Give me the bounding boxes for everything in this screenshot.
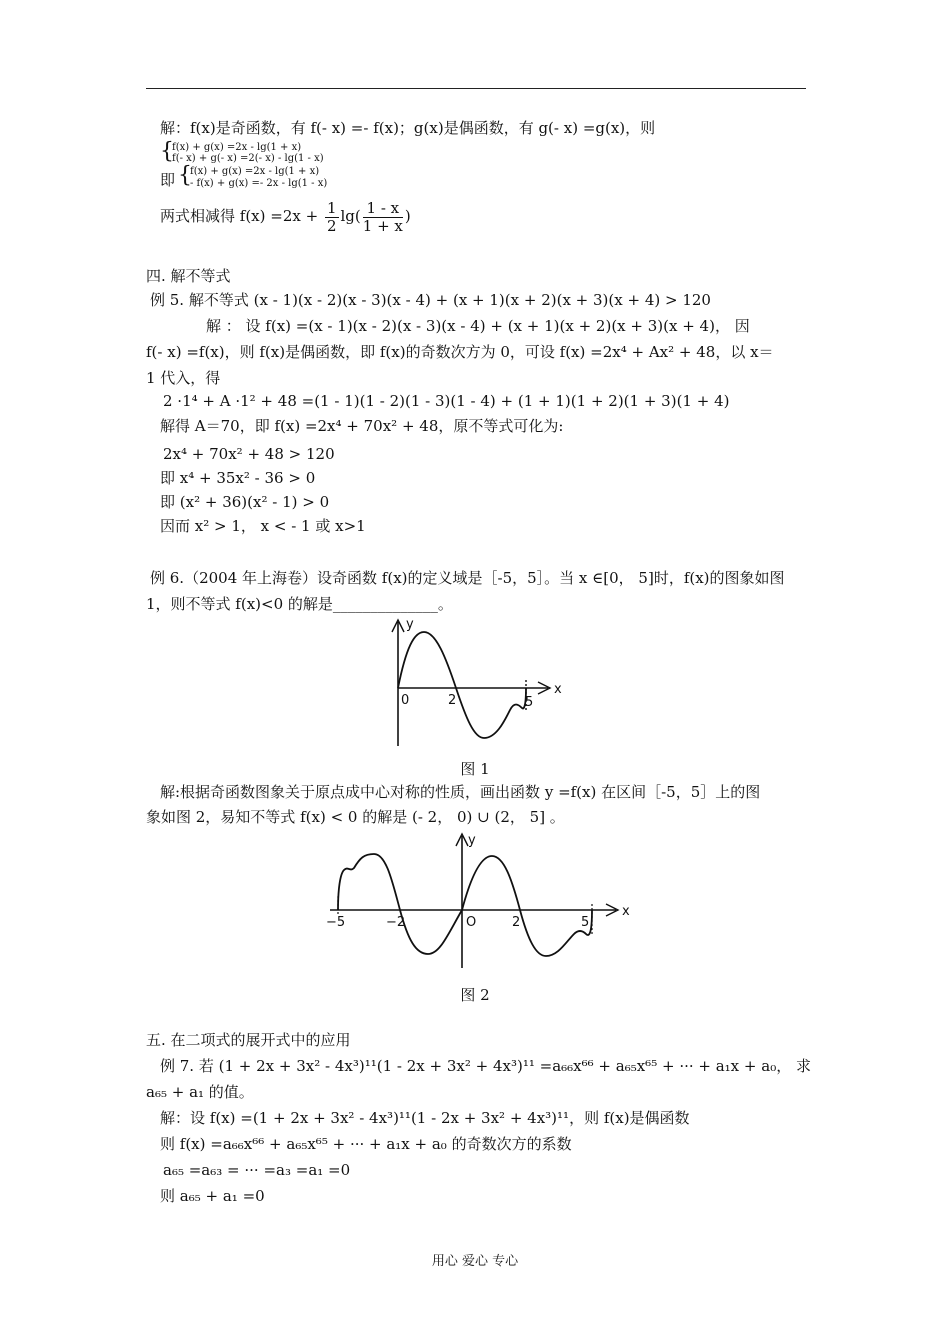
- fig2-x-label: x: [622, 904, 630, 919]
- example-6-line-1: 例 6.（2004 年上海卷）设奇函数 f(x)的定义域是［-5，5］。当 x ∈[0， 5]时，f(x)的图象如图: [150, 569, 785, 587]
- fig1-origin-label: 0: [401, 693, 410, 708]
- solution-line: 解：f(x)是奇函数，有 f(- x) =- f(x)；g(x)是偶函数，有 g(- x) =g(x)，则: [160, 119, 656, 137]
- figure-2-caption: 图 2: [460, 986, 490, 1004]
- ex5-solution-1: 解 ： 设 f(x) =(x - 1)(x - 2)(x - 3)(x - 4) + (x + 1)(x + 2)(x + 3)(x + 4)， 因: [206, 317, 750, 335]
- ex6-solution-1: 解:根据奇函数图象关于原点成中心对称的性质，画出函数 y =f(x) 在区间［-5，5］上的图: [160, 783, 761, 801]
- header-rule: [146, 88, 806, 89]
- fig1-tick-2-label: 2: [448, 693, 457, 708]
- ex7-solution-2: 则 f(x) =a₆₆x⁶⁶ + a₆₅x⁶⁵ + ··· + a₁x + a₀ 的奇数次方的系数: [160, 1135, 572, 1153]
- lg-close: ): [404, 207, 411, 225]
- example-7-line-1: 例 7. 若 (1 + 2x + 3x² - 4x³)¹¹(1 - 2x + 3x² + 4x³)¹¹ =a₆₆x⁶⁶ + a₆₅x⁶⁵ + ··· + a₁x + a₀， 求: [160, 1057, 811, 1075]
- ji-label: 即: [160, 171, 176, 189]
- fig2-origin-label: O: [466, 915, 477, 930]
- result-lead: 两式相减得 f(x) =2x +: [160, 207, 319, 225]
- half-fraction: [325, 200, 339, 235]
- ratio-denominator: 1 + x: [362, 216, 403, 235]
- page-footer: 用心 爱心 专心: [431, 1254, 519, 1269]
- ex5-solution-8: 即 (x² + 36)(x² - 1) > 0: [160, 493, 330, 511]
- section-5-title: 五. 在二项式的展开式中的应用: [146, 1031, 351, 1049]
- ex5-solution-6: 2x⁴ + 70x² + 48 > 120: [163, 445, 335, 463]
- system-eq-2b: - f(x) + g(x) =- 2x - lg(1 - x): [190, 178, 328, 189]
- fig2-y-label: y: [468, 833, 476, 848]
- fig1-x-label: x: [554, 682, 562, 697]
- half-denominator: 2: [326, 216, 337, 235]
- ex7-solution-1: 解：设 f(x) =(1 + 2x + 3x² - 4x³)¹¹(1 - 2x + 3x² + 4x³)¹¹，则 f(x)是偶函数: [160, 1109, 690, 1127]
- example-6-line-2: 1，则不等式 f(x)<0 的解是______________。: [146, 595, 453, 613]
- system-eq-1a: f(x) + g(x) =2x - lg(1 + x): [172, 142, 302, 153]
- ex5-solution-4: 2 ·1⁴ + A ·1² + 48 =(1 - 1)(1 - 2)(1 - 3)(1 - 4) + (1 + 1)(1 + 2)(1 + 3)(1 + 4): [163, 392, 730, 410]
- system-eq-1b: f(- x) + g(- x) =2(- x) - lg(1 - x): [172, 153, 324, 164]
- ex7-solution-4: 则 a₆₅ + a₁ =0: [160, 1187, 265, 1205]
- ex6-solution-2: 象如图 2，易知不等式 f(x) < 0 的解是 (- 2， 0) ∪ (2， 5] 。: [146, 808, 565, 826]
- section-4-title: 四. 解不等式: [146, 267, 231, 285]
- ex5-solution-2: f(- x) =f(x)，则 f(x)是偶函数，即 f(x)的奇数次方为 0，可设 f(x) =2x⁴ + Ax² + 48，以 x＝: [146, 343, 774, 361]
- ex5-solution-5: 解得 A＝70，即 f(x) =2x⁴ + 70x² + 48，原不等式可化为:: [160, 417, 564, 435]
- half-numerator: 1: [326, 198, 337, 217]
- ex5-solution-7: 即 x⁴ + 35x² - 36 > 0: [160, 469, 316, 487]
- figure-1-caption: 图 1: [460, 760, 490, 778]
- ex5-solution-9: 因而 x² > 1， x < - 1 或 x>1: [160, 517, 366, 535]
- fig2-tick-m2-label: −2: [386, 915, 406, 930]
- ratio-numerator: 1 - x: [363, 200, 403, 218]
- fig2-curve: [338, 854, 592, 956]
- figure-2: [326, 830, 636, 970]
- example-7-line-2: a₆₅ + a₁ 的值。: [146, 1083, 254, 1101]
- fig1-tick-5-label: 5: [525, 695, 534, 710]
- example-5: 例 5. 解不等式 (x - 1)(x - 2)(x - 3)(x - 4) + (x + 1)(x + 2)(x + 3)(x + 4) > 120: [150, 291, 711, 309]
- subtraction-result: [160, 196, 411, 236]
- fig2-tick-m5-label: −5: [326, 915, 346, 930]
- fig2-tick-2-label: 2: [512, 915, 521, 930]
- fig1-curve: [398, 632, 526, 738]
- lg-open: lg(: [340, 207, 361, 225]
- fig2-tick-5-label: 5: [581, 915, 590, 930]
- figure-1: [380, 618, 560, 748]
- system-eq-2a: f(x) + g(x) =2x - lg(1 + x): [190, 166, 320, 177]
- ex7-solution-3: a₆₅ =a₆₃ = ··· =a₃ =a₁ =0: [163, 1161, 351, 1179]
- ratio-fraction: [363, 200, 403, 235]
- ex5-solution-3: 1 代入，得: [146, 369, 221, 387]
- fig1-y-label: y: [406, 617, 414, 632]
